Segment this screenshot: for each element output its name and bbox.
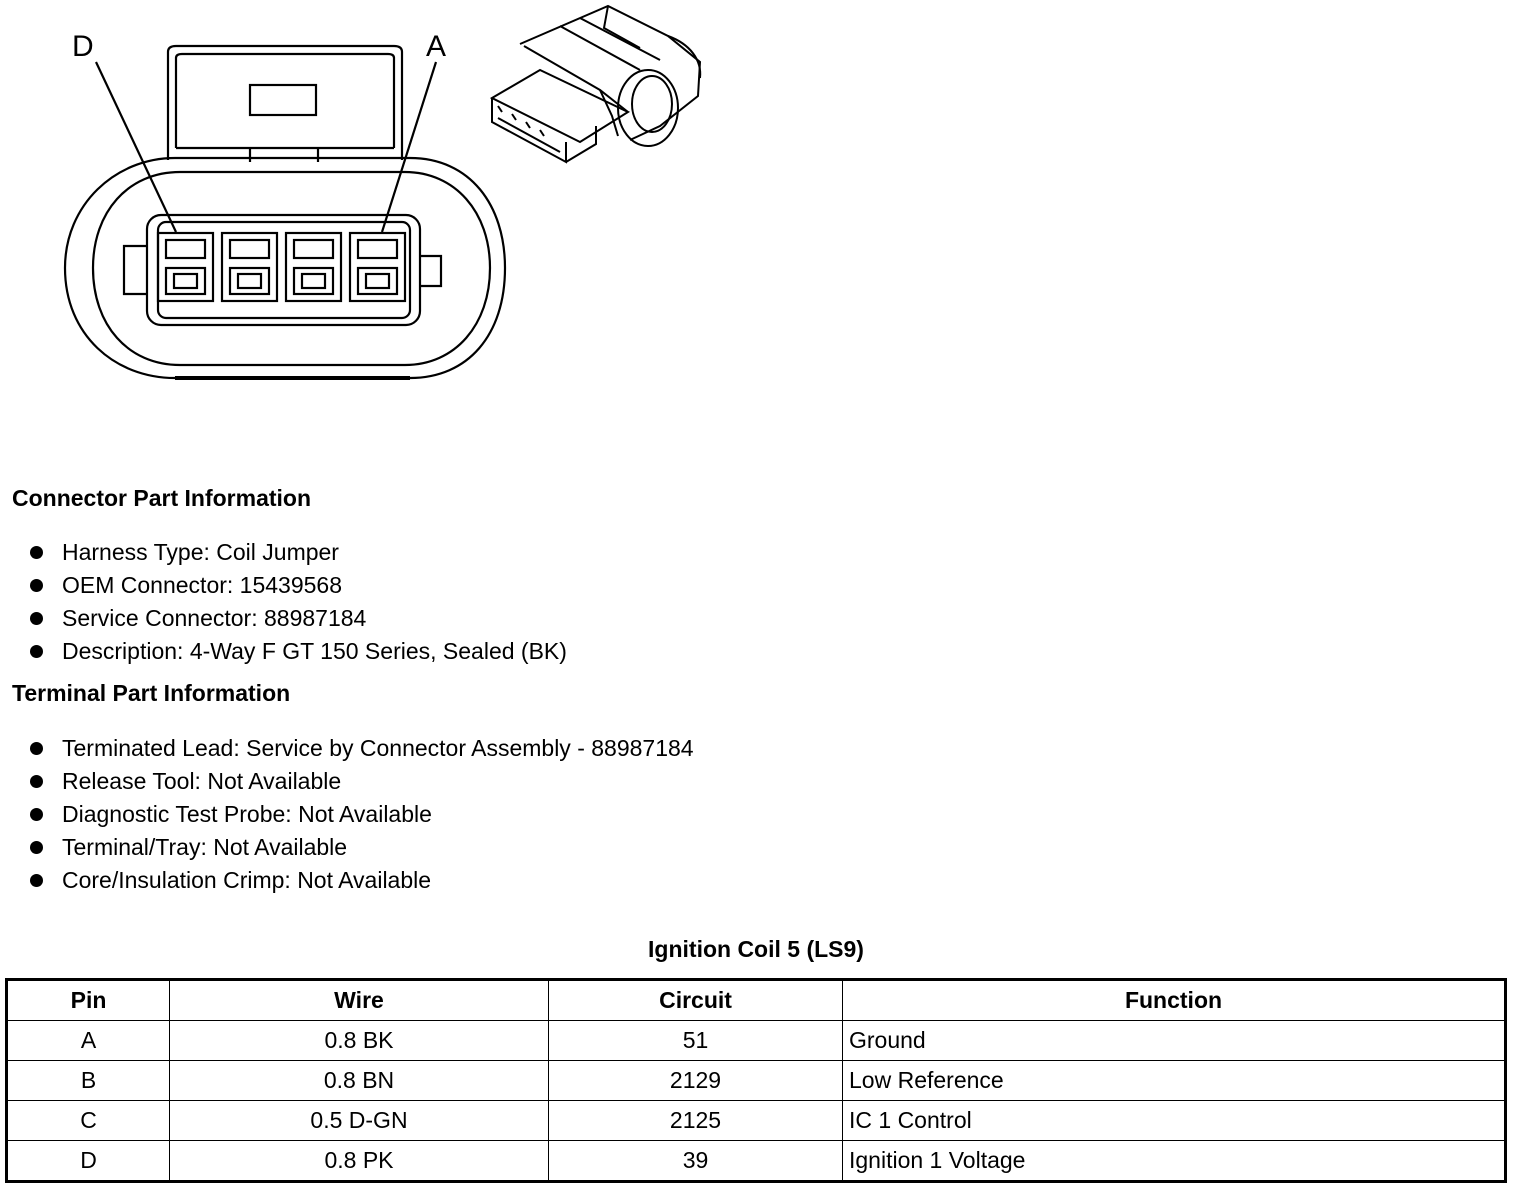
column-header-circuit: Circuit xyxy=(549,980,843,1021)
cell-wire: 0.8 BN xyxy=(170,1061,549,1101)
terminal-part-info-list xyxy=(28,732,694,897)
terminal-a xyxy=(350,233,405,301)
table-row xyxy=(7,1141,1506,1182)
pinout-table xyxy=(5,978,1507,1183)
cell-function: Ground xyxy=(843,1021,1506,1061)
table-row xyxy=(7,1021,1506,1061)
cell-pin: C xyxy=(7,1101,170,1141)
list-item: Terminal/Tray: Not Available xyxy=(28,831,694,864)
list-item: Core/Insulation Crimp: Not Available xyxy=(28,864,694,897)
cell-wire: 0.8 PK xyxy=(170,1141,549,1182)
cell-circuit: 2129 xyxy=(549,1061,843,1101)
cell-function: Ignition 1 Voltage xyxy=(843,1141,1506,1182)
cell-circuit: 2125 xyxy=(549,1101,843,1141)
connector-part-info-heading: Connector Part Information xyxy=(12,485,312,511)
connector-diagram xyxy=(0,0,720,400)
terminal-cavities xyxy=(158,233,405,301)
list-item: OEM Connector: 15439568 xyxy=(28,569,567,602)
cell-pin: A xyxy=(7,1021,170,1061)
list-item: Service Connector: 88987184 xyxy=(28,602,567,635)
list-item: Terminated Lead: Service by Connector Assembly - 88987184 xyxy=(28,732,694,765)
cell-circuit: 39 xyxy=(549,1141,843,1182)
cell-function: IC 1 Control xyxy=(843,1101,1506,1141)
list-item: Diagnostic Test Probe: Not Available xyxy=(28,798,694,831)
leader-line-d xyxy=(96,62,176,232)
cell-function: Low Reference xyxy=(843,1061,1506,1101)
list-item: Description: 4-Way F GT 150 Series, Sealed (BK) xyxy=(28,635,567,668)
cell-pin: B xyxy=(7,1061,170,1101)
list-item: Release Tool: Not Available xyxy=(28,765,694,798)
terminal-b xyxy=(286,233,341,301)
pin-label-d: D xyxy=(72,30,94,63)
cell-wire: 0.5 D-GN xyxy=(170,1101,549,1141)
terminal-part-info-heading: Terminal Part Information xyxy=(12,680,291,706)
terminal-d xyxy=(158,233,213,301)
connector-part-info-list xyxy=(28,536,567,668)
column-header-pin: Pin xyxy=(7,980,170,1021)
cell-wire: 0.8 BK xyxy=(170,1021,549,1061)
table-header-row xyxy=(7,980,1506,1021)
terminal-c xyxy=(222,233,277,301)
connector-iso-view xyxy=(492,6,700,162)
list-item: Harness Type: Coil Jumper xyxy=(28,536,567,569)
cell-pin: D xyxy=(7,1141,170,1182)
table-row xyxy=(7,1101,1506,1141)
cell-circuit: 51 xyxy=(549,1021,843,1061)
connector-face xyxy=(65,46,505,378)
table-title: Ignition Coil 5 (LS9) xyxy=(648,936,864,962)
table-row xyxy=(7,1061,1506,1101)
column-header-function: Function xyxy=(843,980,1506,1021)
column-header-wire: Wire xyxy=(170,980,549,1021)
pin-label-a: A xyxy=(426,30,447,63)
